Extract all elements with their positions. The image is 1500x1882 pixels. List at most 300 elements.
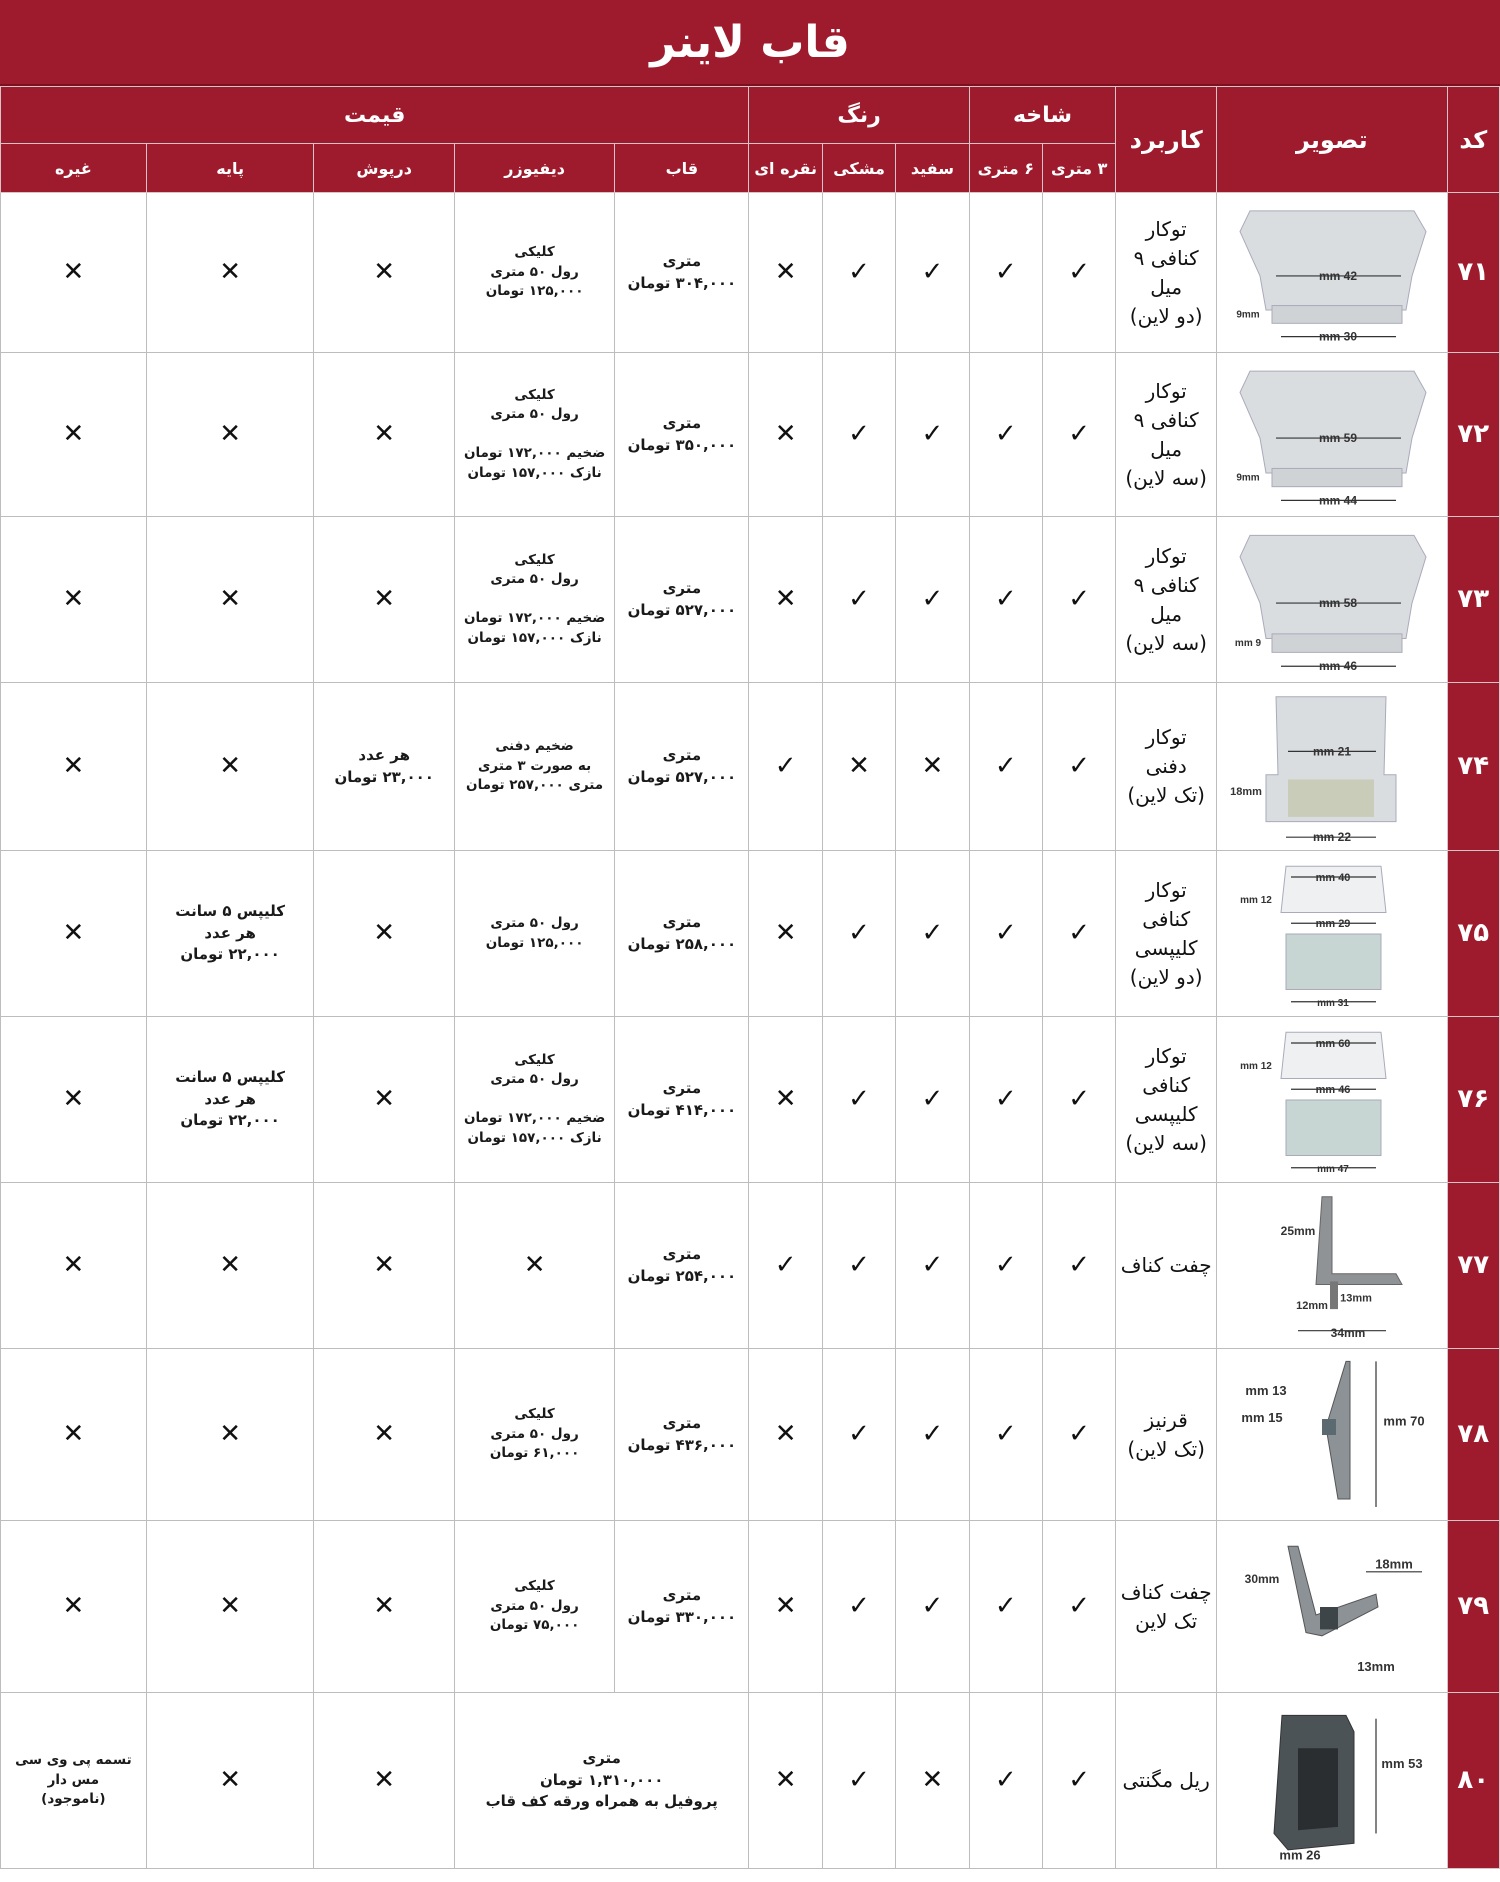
dimension-label: 46 mm xyxy=(1318,658,1357,673)
drywall-cell-text: ✕ xyxy=(373,1590,396,1621)
dimension-label: 58 mm xyxy=(1318,595,1357,610)
image-cell xyxy=(1216,193,1447,353)
table-row xyxy=(1,1521,1500,1693)
dimension-label: 12 mm xyxy=(1239,894,1272,906)
drywall-cell-text: هر عدد ۲۳,۰۰۰ تومان xyxy=(334,745,434,786)
header-length-group: شاخه xyxy=(969,87,1116,144)
dimension-label: 40 mm xyxy=(1315,871,1351,884)
header-usage: کاربرد xyxy=(1116,87,1217,193)
diffuser-cell-text: کلیکی رول ۵۰ متری ۶۱,۰۰۰ تومان xyxy=(489,1406,580,1462)
other-cell xyxy=(1,1349,147,1521)
frame-cell-text: متری ۵۲۷,۰۰۰ تومان xyxy=(627,745,737,786)
length-6m-cell xyxy=(969,193,1042,353)
silver-cell xyxy=(749,193,822,353)
usage-cell-text: توکار کنافی کلیپسی (سه لاین) xyxy=(1125,1043,1207,1155)
other-cell-text: ✕ xyxy=(62,1249,85,1280)
profile-three-line-icon xyxy=(1226,359,1438,511)
usage-cell-text: چفت کناف xyxy=(1120,1253,1212,1277)
header-length-3m: ۳ متری xyxy=(1042,144,1115,193)
silver-cell-text: ✕ xyxy=(774,1418,797,1449)
length-3m-cell-text: ✓ xyxy=(1068,418,1091,449)
code-cell xyxy=(1447,517,1499,683)
diffuser-cell-text: کلیکی رول ۵۰ متری ۱۲۵,۰۰۰ تومان xyxy=(485,244,584,300)
base-cell xyxy=(146,851,314,1017)
length-6m-cell xyxy=(969,1183,1042,1349)
usage-cell-text: توکار کنافی کلیپسی (دو لاین) xyxy=(1129,877,1203,989)
base-cell-text: ✕ xyxy=(219,750,242,781)
code-cell-text: ۷۶ xyxy=(1457,1083,1490,1114)
dimension-label: 47 mm xyxy=(1316,1163,1349,1175)
black-cell xyxy=(822,193,895,353)
diffuser-cell xyxy=(454,353,614,517)
dimension-label: 18mm xyxy=(1375,1556,1413,1572)
other-cell xyxy=(1,353,147,517)
usage-cell-text: توکار کنافی ۹ میل (سه لاین) xyxy=(1125,378,1207,490)
drywall-cell xyxy=(314,1183,454,1349)
profile-corner-line-icon xyxy=(1226,1527,1438,1687)
dimension-label: 18mm xyxy=(1229,785,1262,798)
base-cell-text: ✕ xyxy=(219,1764,242,1795)
drywall-cell-text: ✕ xyxy=(373,256,396,287)
base-cell xyxy=(146,683,314,851)
header-row-top xyxy=(1,87,1500,144)
image-cell xyxy=(1216,683,1447,851)
usage-cell-text: ریل مگنتی xyxy=(1122,1768,1210,1792)
black-cell-text: ✓ xyxy=(848,1764,870,1795)
code-cell xyxy=(1447,683,1499,851)
profile-recessed-icon xyxy=(1226,689,1438,845)
drywall-cell xyxy=(314,1693,454,1869)
dimension-label: 26 mm xyxy=(1279,1847,1321,1863)
other-cell xyxy=(1,1183,147,1349)
usage-cell xyxy=(1116,1017,1217,1183)
dimension-label: 21 mm xyxy=(1312,743,1351,758)
table-row xyxy=(1,1693,1500,1869)
length-6m-cell xyxy=(969,353,1042,517)
silver-cell-text: ✕ xyxy=(774,256,797,287)
drywall-cell xyxy=(314,1349,454,1521)
frame-cell-text: متری ۴۱۴,۰۰۰ تومان xyxy=(627,1078,737,1119)
header-diffuser: دیفیوزر xyxy=(454,144,614,193)
table-row xyxy=(1,851,1500,1017)
frame-cell xyxy=(615,1349,749,1521)
diffuser-cell-text: کلیکی رول ۵۰ متری ضخیم ۱۷۲,۰۰۰ تومان نازک ۱۵۷,۰۰۰ تومان xyxy=(463,1051,606,1146)
table-body xyxy=(1,193,1500,1869)
other-cell xyxy=(1,851,147,1017)
other-cell-text: ✕ xyxy=(62,1418,85,1449)
length-3m-cell xyxy=(1042,1693,1115,1869)
silver-cell-text: ✕ xyxy=(774,917,797,948)
black-cell-text: ✓ xyxy=(848,1249,870,1280)
page-title: قاب لاینر xyxy=(650,16,850,68)
diffuser-cell xyxy=(454,1183,614,1349)
frame-cell xyxy=(615,1183,749,1349)
base-cell-text: کلیپس ۵ سانت هر عدد ۲۲,۰۰۰ تومان xyxy=(175,1067,286,1130)
usage-cell xyxy=(1116,1183,1217,1349)
black-cell-text: ✓ xyxy=(848,1590,870,1621)
code-cell xyxy=(1447,193,1499,353)
silver-cell-text: ✕ xyxy=(774,418,797,449)
black-cell xyxy=(822,1183,895,1349)
dimension-label: 22 mm xyxy=(1312,829,1351,844)
code-cell-text: ۷۱ xyxy=(1457,256,1490,287)
length-3m-cell xyxy=(1042,683,1115,851)
frame-cell xyxy=(615,683,749,851)
table-row xyxy=(1,1349,1500,1521)
dimension-label: 13 mm xyxy=(1245,1382,1287,1398)
length-3m-cell xyxy=(1042,517,1115,683)
black-cell xyxy=(822,1521,895,1693)
table-row xyxy=(1,517,1500,683)
black-cell-text: ✓ xyxy=(848,256,870,287)
silver-cell xyxy=(749,1349,822,1521)
length-6m-cell xyxy=(969,1017,1042,1183)
drywall-cell-text: ✕ xyxy=(373,1083,396,1114)
other-cell xyxy=(1,1693,147,1869)
black-cell xyxy=(822,1017,895,1183)
base-cell xyxy=(146,517,314,683)
length-3m-cell xyxy=(1042,851,1115,1017)
black-cell xyxy=(822,1693,895,1869)
diffuser-cell-text: کلیکی رول ۵۰ متری ۷۵,۰۰۰ تومان xyxy=(489,1578,580,1634)
usage-cell-text: چفت کناف تک لاین xyxy=(1120,1579,1212,1633)
base-cell-text: ✕ xyxy=(219,583,242,614)
dimension-label: 25mm xyxy=(1280,1223,1316,1238)
header-base: پایه xyxy=(146,144,314,193)
length-3m-cell xyxy=(1042,1183,1115,1349)
usage-cell xyxy=(1116,683,1217,851)
code-cell-text: ۷۹ xyxy=(1457,1590,1490,1621)
length-6m-cell-text: ✓ xyxy=(994,917,1017,948)
black-cell xyxy=(822,1349,895,1521)
diffuser-cell-text: کلیکی رول ۵۰ متری ضخیم ۱۷۲,۰۰۰ تومان نازک ۱۵۷,۰۰۰ تومان xyxy=(463,386,606,481)
frame-cell-text: متری ۵۲۷,۰۰۰ تومان xyxy=(627,578,737,619)
white-cell xyxy=(896,1693,969,1869)
frame-diffuser-cell-text: متری ۱,۳۱۰,۰۰۰ تومان پروفیل به همراه ورقه کف قاب xyxy=(485,1748,718,1811)
base-cell xyxy=(146,1521,314,1693)
frame-cell xyxy=(615,1017,749,1183)
white-cell xyxy=(896,1017,969,1183)
dimension-label: 31 mm xyxy=(1316,997,1349,1009)
dimension-label: 9mm xyxy=(1236,472,1260,484)
dimension-label: 9 mm xyxy=(1234,637,1261,649)
base-cell xyxy=(146,1183,314,1349)
length-3m-cell xyxy=(1042,1017,1115,1183)
product-table xyxy=(0,86,1500,1869)
silver-cell xyxy=(749,1017,822,1183)
black-cell-text: ✓ xyxy=(848,1418,870,1449)
silver-cell-text: ✓ xyxy=(774,750,797,781)
header-length-6m: ۶ متری xyxy=(969,144,1042,193)
other-cell-text: تسمه پی وی سی مس دار (ناموجود) xyxy=(15,1752,132,1808)
image-cell xyxy=(1216,1349,1447,1521)
base-cell xyxy=(146,353,314,517)
usage-cell xyxy=(1116,353,1217,517)
silver-cell xyxy=(749,353,822,517)
length-3m-cell-text: ✓ xyxy=(1068,750,1091,781)
white-cell-text: ✓ xyxy=(921,1083,944,1114)
base-cell xyxy=(146,1349,314,1521)
black-cell-text: ✓ xyxy=(848,583,870,614)
image-cell xyxy=(1216,1183,1447,1349)
white-cell-text: ✕ xyxy=(921,750,944,781)
drywall-cell-text: ✕ xyxy=(373,1418,396,1449)
other-cell xyxy=(1,1521,147,1693)
drywall-cell xyxy=(314,683,454,851)
white-cell-text: ✓ xyxy=(921,1249,944,1280)
base-cell-text: ✕ xyxy=(219,1418,242,1449)
length-3m-cell-text: ✓ xyxy=(1068,1590,1091,1621)
usage-cell xyxy=(1116,517,1217,683)
white-cell-text: ✓ xyxy=(921,418,944,449)
base-cell-text: ✕ xyxy=(219,418,242,449)
white-cell-text: ✓ xyxy=(921,256,944,287)
code-cell xyxy=(1447,1183,1499,1349)
header-silver: نقره ای xyxy=(749,144,822,193)
length-3m-cell-text: ✓ xyxy=(1068,1083,1091,1114)
code-cell xyxy=(1447,851,1499,1017)
silver-cell-text: ✓ xyxy=(774,1249,797,1280)
diffuser-cell xyxy=(454,1349,614,1521)
length-6m-cell xyxy=(969,1521,1042,1693)
drywall-cell-text: ✕ xyxy=(373,418,396,449)
frame-diffuser-cell xyxy=(454,1693,749,1869)
dimension-label: 34mm xyxy=(1330,1325,1366,1340)
diffuser-cell xyxy=(454,1017,614,1183)
header-frame: قاب xyxy=(615,144,749,193)
diffuser-cell-text: رول ۵۰ متری ۱۲۵,۰۰۰ تومان xyxy=(485,914,584,951)
length-6m-cell-text: ✓ xyxy=(994,583,1017,614)
black-cell xyxy=(822,353,895,517)
length-3m-cell xyxy=(1042,1521,1115,1693)
header-other: غیره xyxy=(1,144,147,193)
code-cell xyxy=(1447,1693,1499,1869)
usage-cell-text: توکار کنافی ۹ میل (دو لاین) xyxy=(1129,216,1203,328)
length-3m-cell-text: ✓ xyxy=(1068,256,1091,287)
image-cell xyxy=(1216,517,1447,683)
code-cell-text: ۷۵ xyxy=(1457,917,1490,948)
drywall-cell xyxy=(314,517,454,683)
diffuser-cell xyxy=(454,851,614,1017)
silver-cell xyxy=(749,1693,822,1869)
dimension-label: 29 mm xyxy=(1315,917,1351,930)
code-cell-text: ۷۸ xyxy=(1457,1418,1490,1449)
other-cell-text: ✕ xyxy=(62,418,85,449)
dimension-label: 13mm xyxy=(1339,1291,1372,1304)
table-row xyxy=(1,683,1500,851)
other-cell xyxy=(1,517,147,683)
dimension-label: 42 mm xyxy=(1318,268,1357,283)
other-cell-text: ✕ xyxy=(62,917,85,948)
profile-clip-icon xyxy=(1226,857,1438,1011)
header-drywall: درپوش xyxy=(314,144,454,193)
code-cell-text: ۷۳ xyxy=(1457,583,1490,614)
usage-cell xyxy=(1116,1693,1217,1869)
length-6m-cell-text: ✓ xyxy=(994,1418,1017,1449)
black-cell-text: ✓ xyxy=(848,418,870,449)
title-bar xyxy=(0,0,1500,86)
usage-cell-text: توکار دفنی (تک لاین) xyxy=(1127,725,1205,807)
length-6m-cell-text: ✓ xyxy=(994,256,1017,287)
frame-cell-text: متری ۳۵۰,۰۰۰ تومان xyxy=(627,413,737,454)
image-cell xyxy=(1216,1693,1447,1869)
frame-cell xyxy=(615,517,749,683)
code-cell-text: ۷۷ xyxy=(1457,1249,1490,1280)
length-3m-cell xyxy=(1042,353,1115,517)
image-cell xyxy=(1216,1017,1447,1183)
white-cell xyxy=(896,851,969,1017)
base-cell-text: کلیپس ۵ سانت هر عدد ۲۲,۰۰۰ تومان xyxy=(175,901,286,964)
image-cell xyxy=(1216,1521,1447,1693)
length-3m-cell-text: ✓ xyxy=(1068,1764,1091,1795)
code-cell-text: ۷۲ xyxy=(1457,418,1490,449)
other-cell-text: ✕ xyxy=(62,256,85,287)
length-6m-cell-text: ✓ xyxy=(994,1249,1017,1280)
profile-corner-icon xyxy=(1226,1189,1438,1343)
drywall-cell xyxy=(314,1017,454,1183)
code-cell-text: ۷۴ xyxy=(1457,750,1490,781)
length-6m-cell xyxy=(969,683,1042,851)
length-3m-cell-text: ✓ xyxy=(1068,1418,1091,1449)
image-cell xyxy=(1216,851,1447,1017)
code-cell xyxy=(1447,1521,1499,1693)
silver-cell xyxy=(749,517,822,683)
base-cell-text: ✕ xyxy=(219,1590,242,1621)
length-3m-cell xyxy=(1042,1349,1115,1521)
dimension-label: 30 mm xyxy=(1318,329,1357,344)
frame-cell xyxy=(615,1521,749,1693)
usage-cell-text: قرنیز (تک لاین) xyxy=(1127,1407,1205,1461)
black-cell xyxy=(822,851,895,1017)
other-cell xyxy=(1,193,147,353)
length-3m-cell-text: ✓ xyxy=(1068,917,1091,948)
diffuser-cell xyxy=(454,517,614,683)
black-cell-text: ✓ xyxy=(848,1083,870,1114)
header-white: سفید xyxy=(896,144,969,193)
dimension-label: 60 mm xyxy=(1315,1037,1351,1050)
diffuser-cell-text: ضخیم دفنی به صورت ۳ متری متری ۲۵۷,۰۰۰ تومان xyxy=(466,738,604,794)
usage-cell xyxy=(1116,193,1217,353)
header-color-group: رنگ xyxy=(749,87,969,144)
silver-cell xyxy=(749,1183,822,1349)
frame-cell-text: متری ۳۳۰,۰۰۰ تومان xyxy=(627,1585,737,1626)
code-cell xyxy=(1447,1349,1499,1521)
silver-cell xyxy=(749,851,822,1017)
frame-cell-text: متری ۳۰۴,۰۰۰ تومان xyxy=(627,251,737,292)
other-cell-text: ✕ xyxy=(62,583,85,614)
base-cell xyxy=(146,1693,314,1869)
header-image: تصویر xyxy=(1216,87,1447,193)
dimension-label: 46 mm xyxy=(1315,1083,1351,1096)
usage-cell xyxy=(1116,1349,1217,1521)
other-cell-text: ✕ xyxy=(62,750,85,781)
white-cell xyxy=(896,193,969,353)
frame-cell-text: متری ۲۵۴,۰۰۰ تومان xyxy=(627,1244,737,1285)
other-cell-text: ✕ xyxy=(62,1590,85,1621)
white-cell-text: ✓ xyxy=(921,1418,944,1449)
drywall-cell-text: ✕ xyxy=(373,1249,396,1280)
other-cell xyxy=(1,683,147,851)
dimension-label: 9mm xyxy=(1236,308,1260,320)
dimension-label: 12mm xyxy=(1295,1299,1328,1312)
frame-cell-text: متری ۲۵۸,۰۰۰ تومان xyxy=(627,912,737,953)
diffuser-cell xyxy=(454,193,614,353)
dimension-label: 13mm xyxy=(1357,1658,1395,1674)
length-6m-cell-text: ✓ xyxy=(994,1764,1017,1795)
drywall-cell xyxy=(314,353,454,517)
table-row xyxy=(1,1017,1500,1183)
silver-cell-text: ✕ xyxy=(774,1590,797,1621)
length-6m-cell xyxy=(969,517,1042,683)
magnetic-rail-icon xyxy=(1226,1699,1438,1863)
length-6m-cell xyxy=(969,1693,1042,1869)
silver-cell xyxy=(749,1521,822,1693)
table-row xyxy=(1,193,1500,353)
drywall-cell xyxy=(314,1521,454,1693)
white-cell xyxy=(896,683,969,851)
black-cell xyxy=(822,683,895,851)
black-cell-text: ✓ xyxy=(848,917,870,948)
code-cell-text: ۸۰ xyxy=(1457,1764,1490,1795)
usage-cell-text: توکار کنافی ۹ میل (سه لاین) xyxy=(1125,543,1207,655)
silver-cell xyxy=(749,683,822,851)
diffuser-cell-text: کلیکی رول ۵۰ متری ضخیم ۱۷۲,۰۰۰ تومان نازک ۱۵۷,۰۰۰ تومان xyxy=(463,551,606,646)
dimension-label: 44 mm xyxy=(1318,492,1357,507)
silver-cell-text: ✕ xyxy=(774,583,797,614)
silver-cell-text: ✕ xyxy=(774,1764,797,1795)
image-cell xyxy=(1216,353,1447,517)
table-row xyxy=(1,1183,1500,1349)
length-6m-cell-text: ✓ xyxy=(994,418,1017,449)
header-code: کد xyxy=(1447,87,1499,193)
length-3m-cell-text: ✓ xyxy=(1068,1249,1091,1280)
drywall-cell-text: ✕ xyxy=(373,583,396,614)
frame-cell-text: متری ۴۳۶,۰۰۰ تومان xyxy=(627,1413,737,1454)
code-cell xyxy=(1447,353,1499,517)
diffuser-cell xyxy=(454,683,614,851)
white-cell xyxy=(896,1183,969,1349)
white-cell xyxy=(896,353,969,517)
frame-cell xyxy=(615,851,749,1017)
other-cell-text: ✕ xyxy=(62,1083,85,1114)
diffuser-cell xyxy=(454,1521,614,1693)
dimension-label: 70 mm xyxy=(1383,1412,1425,1428)
length-6m-cell-text: ✓ xyxy=(994,1590,1017,1621)
dimension-label: 53 mm xyxy=(1381,1755,1423,1771)
base-cell xyxy=(146,193,314,353)
drywall-cell xyxy=(314,193,454,353)
base-cell-text: ✕ xyxy=(219,256,242,287)
white-cell-text: ✓ xyxy=(921,1590,944,1621)
black-cell xyxy=(822,517,895,683)
dimension-label: 59 mm xyxy=(1318,430,1357,445)
frame-cell xyxy=(615,193,749,353)
dimension-label: 15 mm xyxy=(1241,1409,1283,1425)
white-cell xyxy=(896,1521,969,1693)
length-3m-cell xyxy=(1042,193,1115,353)
table-row xyxy=(1,353,1500,517)
usage-cell xyxy=(1116,1521,1217,1693)
profile-cornice-icon xyxy=(1226,1355,1438,1515)
diffuser-cell-text: ✕ xyxy=(523,1249,546,1280)
header-black: مشکی xyxy=(822,144,895,193)
white-cell-text: ✕ xyxy=(921,1764,944,1795)
drywall-cell-text: ✕ xyxy=(373,1764,396,1795)
white-cell-text: ✓ xyxy=(921,583,944,614)
header-price-group: قیمت xyxy=(1,87,749,144)
white-cell-text: ✓ xyxy=(921,917,944,948)
frame-cell xyxy=(615,353,749,517)
